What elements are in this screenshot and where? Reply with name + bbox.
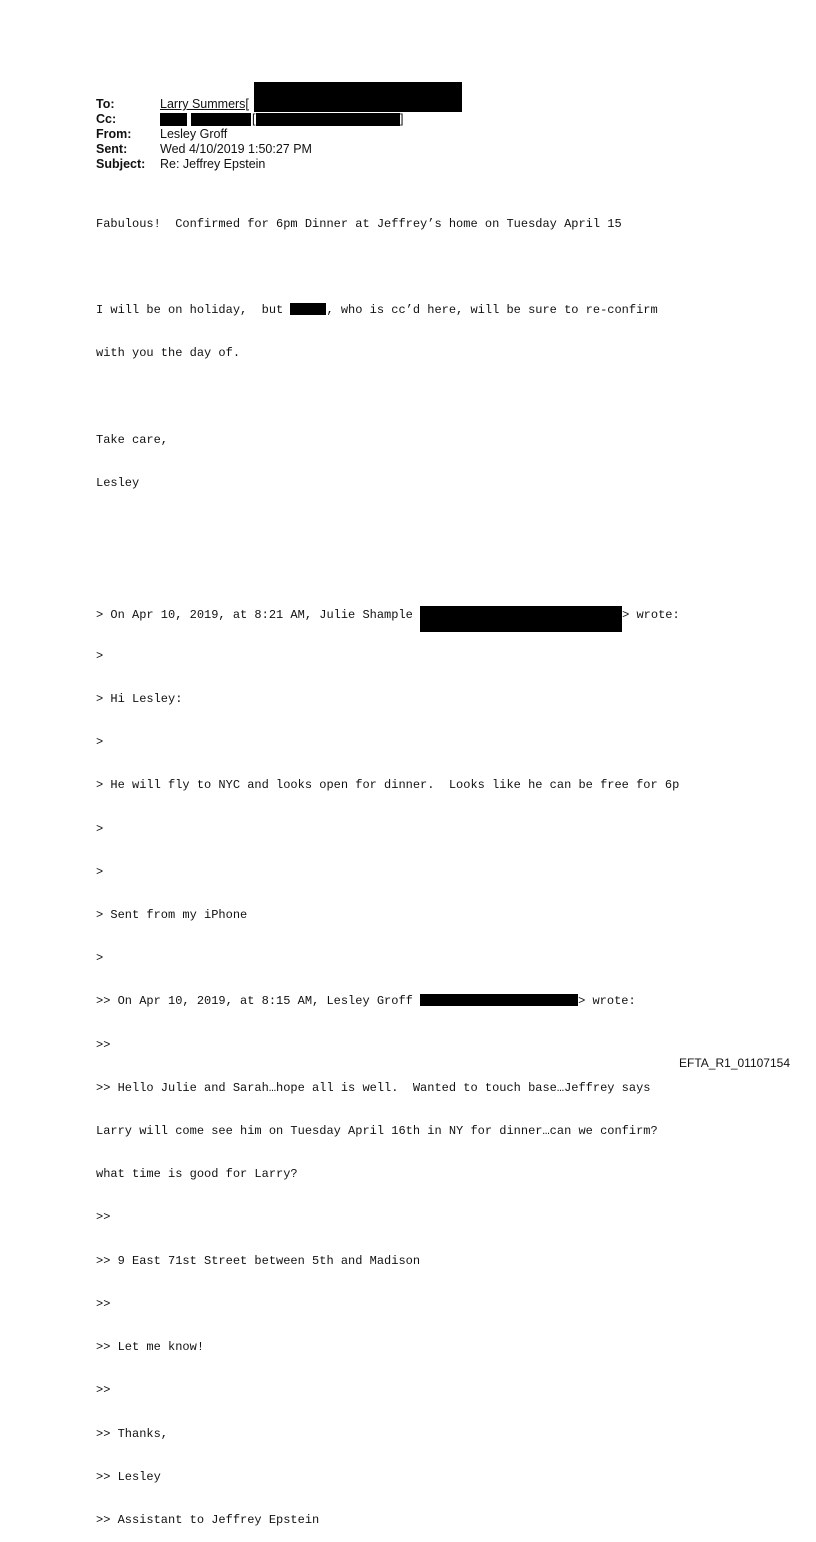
email-header-cc <box>96 112 160 127</box>
email-header-sent <box>96 142 312 157</box>
body-line: Fabulous! Confirmed for 6pm Dinner at Jeffrey’s home on Tuesday April 15 <box>96 216 622 231</box>
quoted-text: >> On Apr 10, 2019, at 8:15 AM, Lesley Groff <box>96 994 421 1009</box>
quoted-line: > He will fly to NYC and looks open for dinner. Looks like he can be free for 6p <box>96 778 680 793</box>
body-line: Take care, <box>96 432 169 447</box>
redaction-email-lesley <box>420 994 578 1006</box>
email-header-from <box>96 127 227 142</box>
quoted-text: > wrote: <box>622 607 680 622</box>
quoted-line: >> <box>96 1296 111 1311</box>
subject-value: Re: Jeffrey Epstein <box>160 157 266 171</box>
email-header-to <box>96 97 249 112</box>
quoted-text: > wrote: <box>578 994 636 1009</box>
quoted-line: >> Assistant to Jeffrey Epstein <box>96 1512 320 1527</box>
body-line: with you the day of. <box>96 346 241 361</box>
body-text: , who is cc’d here, will be sure to re-confirm <box>326 303 658 318</box>
quoted-line: what time is good for Larry? <box>96 1167 298 1182</box>
quoted-line: > <box>96 821 104 836</box>
to-value: Larry Summers[ <box>160 97 249 111</box>
quoted-line: > Hi Lesley: <box>96 692 183 707</box>
quoted-line: >> 9 East 71st Street between 5th and Madison <box>96 1253 421 1268</box>
body-text: I will be on holiday, but <box>96 303 291 318</box>
from-value: Lesley Groff <box>160 127 228 141</box>
email-header-subject <box>96 157 265 172</box>
email-body <box>96 188 796 1542</box>
quoted-line: > <box>96 951 104 966</box>
subject-label: Subject: <box>96 157 146 171</box>
cc-bracket-open: [ <box>252 112 256 126</box>
from-label: From: <box>96 127 132 141</box>
body-line: Lesley <box>96 476 140 491</box>
quoted-line: >> <box>96 1383 111 1398</box>
redaction-cc-email <box>256 113 400 126</box>
redaction-cc-name-2 <box>191 113 251 126</box>
quoted-line <box>96 994 796 1008</box>
to-label: To: <box>96 97 115 111</box>
quoted-line: >> Thanks, <box>96 1426 169 1441</box>
quoted-line: >> Lesley <box>96 1469 161 1484</box>
redaction-cc-name-1 <box>160 113 187 126</box>
quoted-line: >> Hello Julie and Sarah…hope all is well. Wanted to touch base…Jeffrey says <box>96 1080 651 1095</box>
redaction-name-inline <box>290 303 326 315</box>
quoted-line: > <box>96 864 104 879</box>
document-id-footer: EFTA_R1_01107154 <box>679 1056 790 1070</box>
quoted-line: > <box>96 735 104 750</box>
quoted-line: > <box>96 648 104 663</box>
quoted-line: >> <box>96 1037 111 1052</box>
quoted-line: >> Let me know! <box>96 1340 205 1355</box>
sent-label: Sent: <box>96 142 128 156</box>
quoted-line: > Sent from my iPhone <box>96 908 248 923</box>
quoted-line: >> <box>96 1210 111 1225</box>
quoted-line: Larry will come see him on Tuesday April 16th in NY for dinner…can we confirm? <box>96 1124 658 1139</box>
redaction-email-julie <box>420 606 622 632</box>
body-line <box>96 303 796 317</box>
sent-value: Wed 4/10/2019 1:50:27 PM <box>160 142 312 156</box>
cc-bracket-close: ] <box>400 112 404 126</box>
quoted-text: > On Apr 10, 2019, at 8:21 AM, Julie Shample <box>96 607 421 622</box>
quoted-line <box>96 606 796 620</box>
cc-label: Cc: <box>96 112 117 126</box>
redaction-to-email <box>254 82 462 112</box>
